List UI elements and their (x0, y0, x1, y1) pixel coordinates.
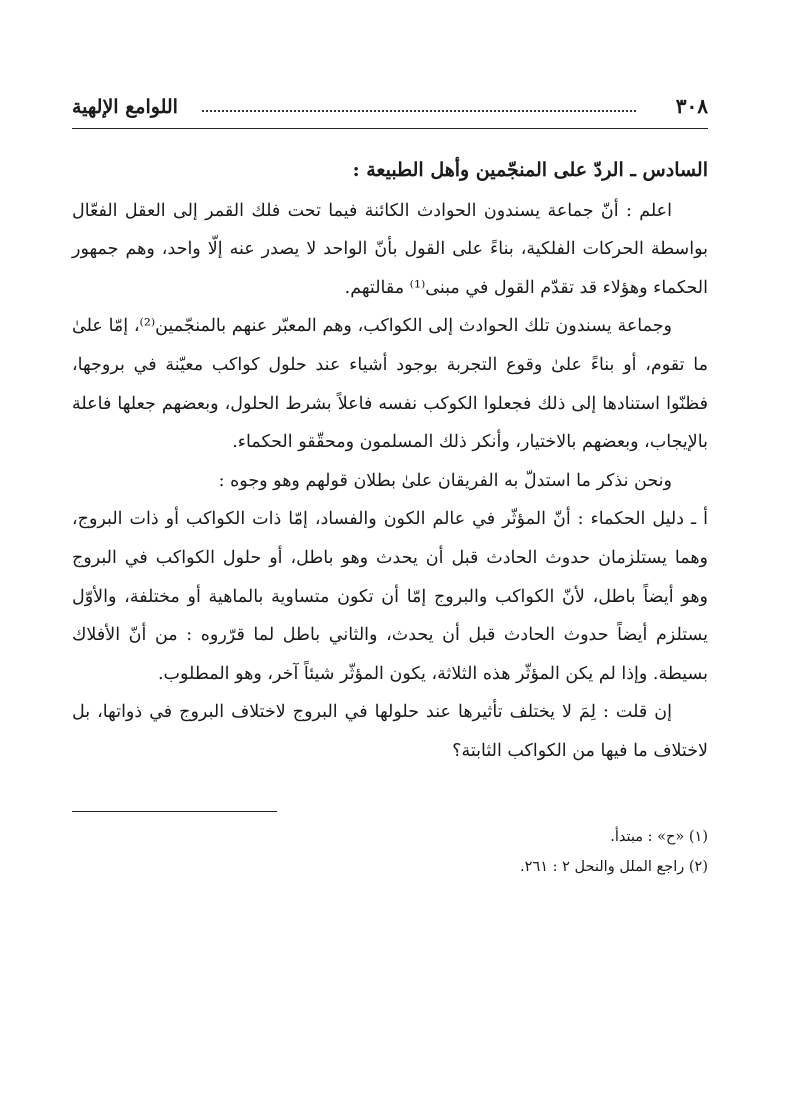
paragraph: اعلم : أنّ جماعة يسندون الحوادث الكائنة فيما تحت فلك القمر إلى العقل الفعّال بواسطة الحركات الفلكية، بناءً على القول بأنّ الواحد لا يصدر عنه إلّا واحد، وهم جمهور الحكماء وهؤلاء قد تقدّم القول في مبنى⁽¹⁾ مقالتهم. (72, 200, 708, 298)
footnote: (٢) راجع الملل والنحل ٢ : ٢٦١. (520, 858, 708, 875)
main-text (72, 151, 708, 771)
paragraph: أ ـ دليل الحكماء : أنّ المؤثّر في عالم الكون والفساد، إمّا ذات الكواكب أو ذات البروج، وهما يستلزمان حدوث الحادث قبل أن يحدث وهو باطل، أو حلول الكواكب في البروج وهو أيضاً باطل، لأنّ الكواكب والبروج إمّا أن تكون متساوية بالماهية أو مختلفة، والأوّل يستلزم أيضاً حدوث الحادث قبل أن يحدث، والثاني باطل لما قرّروه : من أنّ الأفلاك بسيطة. وإذا لم يكن المؤثّر هذه الثلاثة، يكون المؤثّر شيئاً آخر، وهو المطلوب. (72, 509, 708, 684)
running-header (72, 86, 708, 129)
footnotes (72, 811, 708, 882)
header-dot-leader (202, 110, 636, 112)
footnote: (١) «ح» : مبتدأ. (610, 828, 708, 845)
section-heading: السادس ـ الردّ على المنجّمين وأهل الطبيعة : (352, 159, 708, 181)
paragraph: وجماعة يسندون تلك الحوادث إلى الكواكب، وهم المعبّر عنهم بالمنجّمين⁽²⁾، إمّا علىٰ ما تقوم، أو بناءً علىٰ وقوع التجربة بوجود أشياء عند حلول كواكب معيّنة في بروجها، فظنّوا استنادها إلى ذلك فجعلوا الكوكب نفسه فاعلاً بشرط الحلول، وبعضهم جعلها فاعلة بالإيجاب، وبعضهم بالاختيار، وأنكر ذلك المسلمون ومحقّقو الحكماء. (72, 316, 708, 453)
paragraph: ونحن نذكر ما استدلّ به الفريقان علىٰ بطلان قولهم وهو وجوه : (218, 470, 672, 491)
paragraph: إن قلت : لِمَ لا يختلف تأثيرها عند حلولها في البروج لاختلاف البروج في ذواتها، بل لاختلاف ما فيها من الكواكب الثابتة؟ (72, 702, 708, 761)
book-title: اللوامع الإلهية (72, 96, 178, 118)
page-number: ٣٠٨ (675, 94, 708, 118)
book-page (72, 86, 708, 882)
footnote-divider (72, 811, 277, 812)
